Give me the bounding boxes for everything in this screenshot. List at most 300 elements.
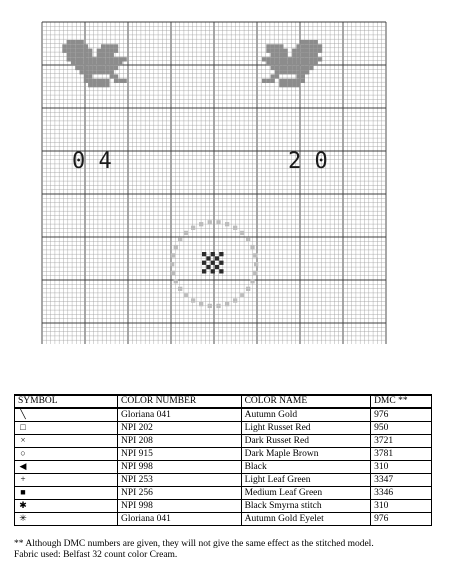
- bird-stitch: [275, 66, 279, 70]
- legend-symbol: [15, 461, 118, 474]
- wreath-stitch: [246, 287, 250, 291]
- bird-stitch: [301, 53, 305, 57]
- legend-row: [15, 422, 432, 435]
- bird-stitch: [75, 66, 79, 70]
- bird-stitch: [279, 57, 283, 61]
- bird-stitch: [123, 79, 127, 83]
- bird-stitch: [97, 57, 101, 61]
- bird-stitch: [105, 66, 109, 70]
- legend-row: [15, 500, 432, 513]
- wreath-stitch: [253, 253, 257, 257]
- bird-stitch: [266, 79, 270, 83]
- wreath-stitch: [184, 293, 188, 297]
- bird-stitch: [88, 79, 92, 83]
- filled-square-icon: ■: [20, 487, 26, 497]
- bird-stitch: [305, 53, 309, 57]
- bird-stitch: [301, 70, 305, 74]
- bird-stitch: [301, 49, 305, 53]
- legend-row: [15, 461, 432, 474]
- legend-color-number: Gloriana 041: [118, 513, 242, 526]
- wreath-stitch: [191, 226, 195, 230]
- bird-stitch: [309, 44, 313, 48]
- bird-stitch: [266, 44, 270, 48]
- bird-stitch: [88, 83, 92, 87]
- wreath-stitch: [184, 231, 188, 235]
- bird-stitch: [123, 57, 127, 61]
- bird-stitch: [84, 49, 88, 53]
- wreath-stitch: [178, 287, 182, 291]
- legend-dmc: 3721: [371, 435, 432, 448]
- bird-stitch: [110, 74, 114, 78]
- bird-stitch: [288, 57, 292, 61]
- bird-stitch: [84, 57, 88, 61]
- bird-stitch: [101, 49, 105, 53]
- bird-stitch: [80, 53, 84, 57]
- bird-stitch: [309, 62, 313, 66]
- bird-stitch: [318, 49, 322, 53]
- wreath-stitch: [216, 304, 220, 308]
- bird-stitch: [71, 44, 75, 48]
- bird-stitch: [266, 57, 270, 61]
- bird-stitch: [71, 53, 75, 57]
- bird-stitch: [80, 70, 84, 74]
- bird-stitch: [88, 53, 92, 57]
- bird-stitch: [101, 53, 105, 57]
- open-square-icon: □: [20, 422, 26, 432]
- legend-color-number: NPI 253: [118, 474, 242, 487]
- bird-stitch: [314, 40, 318, 44]
- legend-row: [15, 448, 432, 461]
- legend-dmc: 976: [371, 408, 432, 422]
- bird-stitch: [80, 49, 84, 53]
- center-stitch: [202, 261, 206, 265]
- bird-stitch: [110, 44, 114, 48]
- bird-stitch: [80, 66, 84, 70]
- bird-stitch: [296, 70, 300, 74]
- wreath-stitch: [254, 262, 258, 266]
- bird-stitch: [80, 57, 84, 61]
- bird-stitch: [75, 57, 79, 61]
- bird-stitch: [279, 49, 283, 53]
- bird-stitch: [284, 70, 288, 74]
- bird-stitch: [114, 57, 118, 61]
- bird-stitch: [114, 66, 118, 70]
- bird-stitch: [266, 62, 270, 66]
- legend-symbol: [15, 435, 118, 448]
- bird-stitch: [92, 66, 96, 70]
- header-symbol: SYMBOL: [15, 395, 118, 408]
- bird-stitch: [309, 53, 313, 57]
- bird-stitch: [84, 66, 88, 70]
- legend-row: [15, 474, 432, 487]
- bird-stitch: [279, 53, 283, 57]
- bird-stitch: [262, 79, 266, 83]
- bird-stitch: [288, 83, 292, 87]
- bird-stitch: [84, 53, 88, 57]
- bird-stitch: [118, 79, 122, 83]
- bird-stitch: [292, 66, 296, 70]
- center-stitch: [215, 265, 219, 269]
- legend-dmc: 976: [371, 513, 432, 526]
- bird-stitch: [92, 57, 96, 61]
- right-year-digits: 2 0: [288, 149, 328, 174]
- bird-stitch: [275, 53, 279, 57]
- legend-color-name: Black: [241, 461, 370, 474]
- legend-dmc: 3347: [371, 474, 432, 487]
- wreath-stitch: [250, 279, 254, 283]
- bird-stitch: [292, 83, 296, 87]
- bird-stitch: [284, 79, 288, 83]
- bird-stitch: [309, 57, 313, 61]
- bird-stitch: [101, 57, 105, 61]
- bird-stitch: [75, 49, 79, 53]
- bird-stitch: [314, 57, 318, 61]
- wreath-stitch: [240, 293, 244, 297]
- header-dmc: DMC **: [371, 395, 432, 408]
- bird-stitch: [101, 62, 105, 66]
- wreath-stitch: [199, 302, 203, 306]
- bird-stitch: [292, 62, 296, 66]
- bird-stitch: [92, 62, 96, 66]
- bird-stitch: [305, 40, 309, 44]
- bird-stitch: [275, 74, 279, 78]
- bird-stitch: [71, 49, 75, 53]
- bird-stitch: [275, 57, 279, 61]
- bird-stitch: [271, 66, 275, 70]
- bird-stitch: [101, 44, 105, 48]
- legend-row: [15, 435, 432, 448]
- bird-stitch: [296, 49, 300, 53]
- bird-stitch: [71, 40, 75, 44]
- bird-stitch: [275, 44, 279, 48]
- bird-stitch: [301, 66, 305, 70]
- legend-dmc: 950: [371, 422, 432, 435]
- center-stitch: [219, 269, 223, 273]
- wreath-stitch: [233, 298, 237, 302]
- bird-stitch: [318, 57, 322, 61]
- bird-stitch: [292, 53, 296, 57]
- bird-stitch: [114, 49, 118, 53]
- bird-stitch: [279, 70, 283, 74]
- bird-stitch: [101, 83, 105, 87]
- bird-stitch: [284, 49, 288, 53]
- bird-stitch: [97, 79, 101, 83]
- bird-stitch: [92, 83, 96, 87]
- bird-stitch: [80, 40, 84, 44]
- bird-stitch: [118, 57, 122, 61]
- bird-stitch: [292, 79, 296, 83]
- bird-stitch: [284, 57, 288, 61]
- bird-stitch: [279, 44, 283, 48]
- bird-stitch: [292, 70, 296, 74]
- bird-stitch: [271, 74, 275, 78]
- bird-stitch: [88, 57, 92, 61]
- bird-stitch: [62, 44, 66, 48]
- dmc-footnote: ** Although DMC numbers are given, they will not give the same effect as the stitched model.: [14, 539, 374, 549]
- bird-stitch: [271, 62, 275, 66]
- bird-stitch: [292, 57, 296, 61]
- legend-dmc: 3346: [371, 487, 432, 500]
- wreath-stitch: [250, 245, 254, 249]
- legend-color-name: Dark Russet Red: [241, 435, 370, 448]
- smyrna-star-icon: ✱: [19, 500, 27, 510]
- bird-stitch: [279, 62, 283, 66]
- bird-stitch: [271, 44, 275, 48]
- bird-stitch: [301, 57, 305, 61]
- legend-color-number: NPI 208: [118, 435, 242, 448]
- bird-stitch: [105, 70, 109, 74]
- bird-stitch: [105, 79, 109, 83]
- bird-stitch: [105, 53, 109, 57]
- wreath-stitch: [233, 226, 237, 230]
- bird-stitch: [97, 70, 101, 74]
- bird-stitch: [110, 57, 114, 61]
- bird-stitch: [105, 83, 109, 87]
- legend-row: [15, 408, 432, 422]
- bird-stitch: [110, 70, 114, 74]
- bird-stitch: [296, 62, 300, 66]
- bird-stitch: [301, 79, 305, 83]
- bird-stitch: [101, 66, 105, 70]
- bird-stitch: [67, 53, 71, 57]
- legend-color-name: Autumn Gold: [241, 408, 370, 422]
- header-color-name: COLOR NAME: [241, 395, 370, 408]
- bird-stitch: [271, 49, 275, 53]
- legend-row: [15, 487, 432, 500]
- bird-stitch: [271, 53, 275, 57]
- bird-stitch: [97, 49, 101, 53]
- bird-stitch: [84, 44, 88, 48]
- center-stitch: [211, 261, 215, 265]
- bird-stitch: [301, 40, 305, 44]
- bird-stitch: [288, 70, 292, 74]
- bird-stitch: [75, 44, 79, 48]
- center-stitch: [202, 269, 206, 273]
- circle-icon: ○: [20, 448, 26, 458]
- bird-stitch: [296, 53, 300, 57]
- bird-stitch: [288, 79, 292, 83]
- bird-stitch: [309, 49, 313, 53]
- wreath-stitch: [174, 279, 178, 283]
- plus-icon: +: [20, 474, 26, 484]
- wreath-stitch: [170, 262, 174, 266]
- bird-stitch: [80, 44, 84, 48]
- legend-dmc: 3781: [371, 448, 432, 461]
- bird-stitch: [88, 70, 92, 74]
- bird-stitch: [284, 66, 288, 70]
- chart-motifs: [62, 40, 322, 308]
- bird-stitch: [275, 62, 279, 66]
- bird-stitch: [118, 62, 122, 66]
- bird-stitch: [314, 62, 318, 66]
- legend-color-name: Dark Maple Brown: [241, 448, 370, 461]
- bird-stitch: [88, 49, 92, 53]
- bird-stitch: [275, 70, 279, 74]
- legend-dmc: 310: [371, 500, 432, 513]
- left-triangle-icon: ◀: [19, 461, 27, 471]
- center-stitch: [206, 256, 210, 260]
- center-stitch: [211, 252, 215, 256]
- bird-stitch: [67, 40, 71, 44]
- legend-symbol: [15, 448, 118, 461]
- bird-stitch: [84, 74, 88, 78]
- bird-stitch: [97, 83, 101, 87]
- bird-stitch: [296, 66, 300, 70]
- bird-stitch: [114, 44, 118, 48]
- legend-color-name: Black Smyrna stitch: [241, 500, 370, 513]
- bird-stitch: [62, 49, 66, 53]
- bird-stitch: [114, 74, 118, 78]
- bird-stitch: [305, 70, 309, 74]
- bird-stitch: [266, 49, 270, 53]
- bird-stitch: [110, 49, 114, 53]
- bird-stitch: [314, 53, 318, 57]
- bird-stitch: [80, 62, 84, 66]
- bird-stitch: [279, 83, 283, 87]
- bird-stitch: [284, 62, 288, 66]
- wreath-stitch: [174, 245, 178, 249]
- color-legend-table: [14, 394, 432, 526]
- bird-stitch: [305, 62, 309, 66]
- wreath-stitch: [225, 302, 229, 306]
- bird-stitch: [110, 66, 114, 70]
- legend-color-number: NPI 202: [118, 422, 242, 435]
- legend-color-name: Autumn Gold Eyelet: [241, 513, 370, 526]
- bird-stitch: [314, 49, 318, 53]
- legend-symbol: [15, 513, 118, 526]
- bird-stitch: [305, 44, 309, 48]
- legend-color-name: Light Russet Red: [241, 422, 370, 435]
- bird-stitch: [75, 40, 79, 44]
- bird-stitch: [309, 40, 313, 44]
- bird-stitch: [71, 62, 75, 66]
- diagonal-slash-icon: ╲: [20, 409, 26, 419]
- wreath-stitch: [208, 304, 212, 308]
- bird-stitch: [84, 70, 88, 74]
- legend-row: [15, 513, 432, 526]
- bird-stitch: [75, 62, 79, 66]
- bird-stitch: [97, 66, 101, 70]
- legend-color-number: Gloriana 041: [118, 408, 242, 422]
- bird-stitch: [296, 83, 300, 87]
- eyelet-star-icon: ✳: [19, 513, 27, 523]
- bird-stitch: [262, 57, 266, 61]
- bird-stitch: [92, 79, 96, 83]
- wreath-stitch: [171, 253, 175, 257]
- legend-dmc: 310: [371, 461, 432, 474]
- bird-stitch: [279, 79, 283, 83]
- bird-stitch: [284, 83, 288, 87]
- bird-stitch: [292, 49, 296, 53]
- cross-x-icon: ×: [20, 435, 26, 445]
- bird-stitch: [305, 66, 309, 70]
- legend-symbol: [15, 474, 118, 487]
- bird-stitch: [296, 79, 300, 83]
- bird-stitch: [296, 44, 300, 48]
- bird-stitch: [288, 66, 292, 70]
- legend-color-name: Light Leaf Green: [241, 474, 370, 487]
- bird-stitch: [110, 62, 114, 66]
- bird-stitch: [84, 62, 88, 66]
- bird-stitch: [114, 79, 118, 83]
- legend-symbol: [15, 422, 118, 435]
- bird-stitch: [318, 44, 322, 48]
- bird-stitch: [97, 62, 101, 66]
- wreath-stitch: [191, 298, 195, 302]
- legend-color-number: NPI 256: [118, 487, 242, 500]
- wreath-stitch: [216, 220, 220, 224]
- bird-stitch: [110, 53, 114, 57]
- bird-stitch: [105, 57, 109, 61]
- bird-stitch: [284, 53, 288, 57]
- bird-stitch: [75, 53, 79, 57]
- legend-color-number: NPI 998: [118, 500, 242, 513]
- center-stitch: [202, 252, 206, 256]
- bird-stitch: [305, 57, 309, 61]
- legend-header-row: [15, 395, 432, 408]
- bird-stitch: [101, 79, 105, 83]
- bird-stitch: [67, 49, 71, 53]
- wreath-stitch: [208, 220, 212, 224]
- bird-stitch: [301, 44, 305, 48]
- center-stitch: [206, 265, 210, 269]
- bird-stitch: [92, 70, 96, 74]
- bird-stitch: [67, 44, 71, 48]
- bird-stitch: [101, 70, 105, 74]
- legend-symbol: [15, 408, 118, 422]
- bird-stitch: [88, 62, 92, 66]
- bird-stitch: [97, 53, 101, 57]
- legend-symbol: [15, 500, 118, 513]
- header-color-number: COLOR NUMBER: [118, 395, 242, 408]
- wreath-stitch: [178, 237, 182, 241]
- fabric-note: Fabric used: Belfast 32 count color Cream.: [14, 550, 178, 560]
- wreath-stitch: [253, 271, 257, 275]
- left-year-digits: 0 4: [72, 149, 112, 174]
- bird-stitch: [88, 74, 92, 78]
- legend-color-name: Medium Leaf Green: [241, 487, 370, 500]
- wreath-stitch: [171, 271, 175, 275]
- wreath-stitch: [199, 222, 203, 226]
- bird-stitch: [67, 57, 71, 61]
- wreath-stitch: [246, 237, 250, 241]
- bird-stitch: [88, 66, 92, 70]
- legend-color-number: NPI 915: [118, 448, 242, 461]
- bird-stitch: [71, 57, 75, 61]
- center-stitch: [215, 256, 219, 260]
- legend-color-number: NPI 998: [118, 461, 242, 474]
- bird-stitch: [296, 74, 300, 78]
- bird-stitch: [271, 79, 275, 83]
- bird-stitch: [105, 49, 109, 53]
- bird-stitch: [105, 62, 109, 66]
- bird-stitch: [301, 62, 305, 66]
- bird-stitch: [301, 74, 305, 78]
- bird-stitch: [105, 44, 109, 48]
- legend-symbol: [15, 487, 118, 500]
- bird-stitch: [271, 57, 275, 61]
- bird-stitch: [314, 44, 318, 48]
- wreath-stitch: [225, 222, 229, 226]
- bird-stitch: [84, 79, 88, 83]
- center-stitch: [219, 261, 223, 265]
- bird-stitch: [309, 66, 313, 70]
- bird-stitch: [296, 57, 300, 61]
- bird-stitch: [114, 62, 118, 66]
- bird-stitch: [305, 49, 309, 53]
- bird-stitch: [279, 66, 283, 70]
- center-stitch: [211, 269, 215, 273]
